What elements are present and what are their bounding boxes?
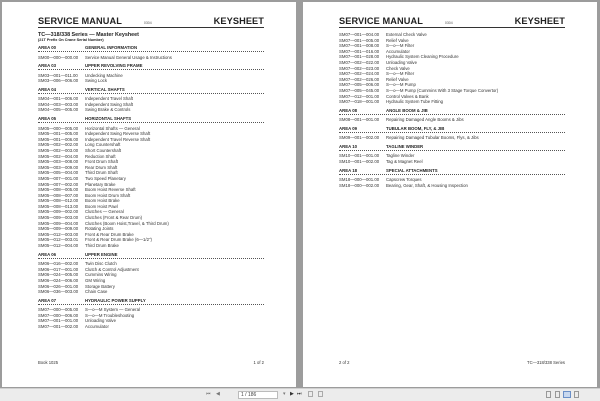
- area-number: AREA 04: [38, 86, 56, 92]
- rotate-icon[interactable]: [308, 391, 313, 397]
- area-divider: [38, 258, 264, 260]
- item-title: Independent Swing Shaft: [85, 101, 134, 107]
- item-title: Rotating Joints: [85, 226, 114, 232]
- area-divider: [38, 122, 264, 124]
- item-title: Storage Battery: [85, 283, 115, 289]
- footer-page: 1 of 2: [253, 360, 264, 365]
- item-code: SM05—008—005.00: [38, 187, 79, 193]
- header-keysheet: KEYSHEET: [514, 16, 565, 26]
- page-header: [339, 16, 565, 28]
- area-number: AREA 10: [339, 143, 357, 149]
- item-code: SM05—008—013.00: [38, 203, 79, 209]
- item-title: Two Speed Planetary: [85, 175, 126, 181]
- item-title: Short Countershaft: [85, 147, 122, 153]
- item-title: S—o—M Pump: [386, 82, 416, 88]
- item-code: SM04—005—005.00: [38, 107, 79, 113]
- item-title: Bearing, Gear, Shaft, & Housing Inspection: [386, 182, 468, 188]
- header-date: 0304: [143, 21, 152, 25]
- area-name: HYDRAULIC POWER SUPPLY: [85, 297, 146, 303]
- item-title: Independent Travel Shaft: [85, 96, 134, 102]
- item-title: Clutches (Boom Hoist,Travel, & Third Drum): [85, 220, 169, 226]
- item-title: Clutch & Control Adjustment: [85, 266, 139, 272]
- item-title: Long Countershaft: [85, 142, 121, 148]
- item-code: SM05—001—006.00: [38, 136, 79, 142]
- area-name: TAGLINE WINDER: [386, 143, 424, 149]
- item-code: SM05—009—003.00: [38, 215, 79, 221]
- item-code: SM06—024—005.00: [38, 272, 79, 278]
- item-code: SM05—003—008.00: [38, 159, 79, 165]
- item-title: S—o—M Pump (Cummins With 3 Stage Torque Convertor): [386, 87, 499, 93]
- item-title: Unloading Valve: [386, 59, 417, 65]
- item-title: S—o—M System — General: [85, 307, 140, 313]
- area-name: HORIZONTAL SHAFTS: [85, 116, 132, 122]
- list-item: [38, 78, 264, 84]
- item-code: SM10—001—002.00: [339, 159, 380, 164]
- area-divider: [38, 93, 264, 95]
- area-name: TUBULAR BOOM, FLY, & JIB: [386, 125, 445, 131]
- page-1: [2, 2, 296, 387]
- first-page-button[interactable]: ⏮: [206, 391, 211, 397]
- item-code: SM07—000—005.00: [38, 307, 79, 313]
- item-title: Swing Lock: [85, 78, 107, 84]
- item-code: SM05—009—002.00: [38, 209, 79, 215]
- item-code: SM05—008—007.00: [38, 192, 79, 198]
- item-title: Front & Rear Drum Brake: [85, 231, 134, 237]
- area-divider: [339, 114, 565, 116]
- item-title: Clutches — General: [85, 209, 124, 215]
- item-code: SM05—003—009.00: [38, 164, 79, 170]
- item-title: S—o—M Filter: [386, 43, 415, 49]
- item-code: SM07—001—005.00: [339, 37, 380, 43]
- item-code: SM00—000—000.00: [38, 54, 79, 60]
- item-code: SM07—001—004.00: [339, 32, 380, 37]
- item-code: SM07—012—001.00: [339, 93, 380, 99]
- page-header: [38, 16, 264, 28]
- doc-title: TC—318/338 Series — Master Keysheet: [38, 32, 139, 38]
- header-title: SERVICE MANUAL: [339, 16, 423, 26]
- item-title: Relief Valve: [386, 37, 409, 43]
- item-code: SM07—002—024.00: [339, 71, 380, 77]
- area-name: UPPER ENGINE: [85, 251, 118, 257]
- item-title: Third Drum Shaft: [85, 170, 118, 176]
- item-title: Twin Disc Clutch: [85, 261, 117, 267]
- area-name: GENERAL INFORMATION: [85, 45, 138, 50]
- item-title: Boom Hoist Drum Shaft: [85, 192, 131, 198]
- item-code: SM05—002—004.00: [38, 153, 79, 159]
- header-title: SERVICE MANUAL: [38, 16, 122, 26]
- item-title: Independent Travel Reverse Shaft: [85, 136, 151, 142]
- item-code: SM06—026—001.00: [38, 283, 79, 289]
- list-item: [38, 55, 264, 61]
- page-dropdown[interactable]: ▾: [283, 391, 286, 397]
- list-item: [339, 159, 565, 165]
- item-code: SM06—036—003.00: [38, 289, 79, 295]
- item-code: SM05—000—005.00: [38, 125, 79, 131]
- item-title: Tag & Magnet Reel: [386, 159, 423, 164]
- item-title: Boom Hoist Pawl: [85, 203, 118, 209]
- area-divider: [38, 69, 264, 71]
- item-code: SM05—009—004.00: [38, 220, 79, 226]
- item-title: Tagline Winder: [386, 153, 415, 159]
- prev-page-button[interactable]: ◀: [216, 391, 220, 397]
- item-title: S—o—M Troubleshooting: [85, 312, 135, 318]
- item-code: SM07—002—026.00: [339, 76, 380, 82]
- item-code: SM07—000—006.00: [38, 312, 79, 318]
- item-title: Control Valves & Bank: [386, 93, 429, 99]
- area-number: AREA 06: [38, 251, 56, 257]
- area-name: UPPER REVOLVING FRAME: [85, 63, 143, 69]
- item-code: SM05—008—012.00: [38, 198, 79, 204]
- two-page-view-icon[interactable]: [563, 391, 571, 398]
- item-title: Clutches (Front & Rear Drum): [85, 215, 143, 221]
- item-code: SM18—000—002.00: [339, 182, 380, 188]
- area-heading: [38, 116, 264, 121]
- item-code: SM03—001—011.00: [38, 72, 78, 78]
- item-title: Accumulator: [85, 323, 109, 329]
- item-code: SM05—012—003.01: [38, 237, 79, 243]
- item-title: Check Valve: [386, 65, 410, 71]
- item-title: Hydraulic System Cleaning Procedure: [386, 54, 459, 60]
- area-heading: [38, 87, 264, 92]
- item-code: SM07—001—016.00: [339, 48, 380, 54]
- item-code: SM06—024—006.00: [38, 277, 79, 283]
- header-keysheet: KEYSHEET: [213, 16, 264, 26]
- item-title: Hydraulic System Tube Fitting: [386, 99, 444, 105]
- item-code: SM08—001—001.00: [339, 117, 380, 123]
- area-number: AREA 07: [38, 297, 56, 303]
- item-title: S—o—M Filter: [386, 71, 415, 77]
- item-code: SM07—005—045.00: [339, 87, 380, 93]
- item-title: Planetary Brake: [85, 181, 116, 187]
- two-page-continuous-icon[interactable]: [574, 391, 579, 398]
- item-title: Horizontal Shafts — General: [85, 125, 140, 131]
- area-name: VERTICAL SHAFTS: [85, 86, 125, 92]
- list-item: [38, 289, 264, 295]
- item-title: Front & Rear Drum Brake (6—1/2"): [85, 237, 152, 243]
- area-divider: [38, 304, 264, 306]
- item-title: Repairing Damaged Angle Booms & Jibs: [386, 117, 464, 123]
- item-code: SM05—007—002.00: [38, 181, 79, 187]
- item-title: Cummins Wiring: [85, 272, 117, 278]
- list-item: [339, 183, 565, 189]
- footer-page: 2 of 2: [339, 360, 350, 365]
- area-divider: [339, 150, 565, 152]
- area-heading: [339, 168, 565, 173]
- area-number: AREA 05: [38, 116, 56, 122]
- item-title: Service Manual General Usage & Instructions: [85, 54, 172, 60]
- single-page-view-icon[interactable]: [546, 391, 551, 398]
- page-footer: [38, 360, 264, 365]
- item-title: Accumulator: [386, 48, 410, 54]
- item-code: SM07—018—001.00: [339, 99, 380, 105]
- item-code: SM07—001—008.00: [339, 43, 380, 49]
- footer-series: TC—318/338 Series: [527, 360, 565, 365]
- area-heading: [339, 108, 565, 113]
- item-code: SM05—007—001.00: [38, 175, 79, 181]
- item-code: SM07—001—001.00: [38, 318, 79, 324]
- item-code: SM10—001—001.00: [339, 153, 380, 159]
- item-title: Capscrew Torques: [386, 177, 422, 183]
- item-code: SM05—012—003.00: [38, 231, 79, 237]
- area-heading: [38, 298, 264, 303]
- item-code: SM05—005—004.00: [38, 170, 79, 176]
- item-title: Third Drum Brake: [85, 243, 119, 249]
- item-title: Unloading Valve: [85, 318, 116, 324]
- footer-book: Book 1025: [38, 360, 59, 365]
- item-title: Front Drum Shaft: [85, 159, 118, 165]
- item-code: SM06—016—002.00: [38, 261, 79, 267]
- item-title: Relief Valve: [386, 76, 409, 82]
- item-code: SM06—017—001.00: [38, 266, 79, 272]
- item-code: SM07—005—006.00: [339, 82, 380, 88]
- last-page-button[interactable]: ⏭: [297, 391, 302, 397]
- item-title: Swing Brake & Controls: [85, 107, 131, 113]
- item-code: SM03—006—006.00: [38, 78, 79, 84]
- item-code: SM07—002—023.00: [339, 65, 380, 71]
- item-code: SM05—002—002.00: [38, 142, 79, 148]
- item-code: SM07—001—002.00: [38, 323, 79, 329]
- area-name: ANGLE BOOM & JIB: [386, 107, 428, 113]
- page-2: [303, 2, 597, 387]
- list-item: [339, 135, 565, 141]
- item-code: SM05—012—004.00: [38, 243, 79, 249]
- continuous-view-icon[interactable]: [555, 391, 560, 398]
- list-item: [38, 243, 264, 249]
- page-footer: [339, 360, 565, 365]
- doc-subtitle: (21T Prefix On Crane Serial Number): [38, 38, 104, 42]
- next-page-button[interactable]: ▶: [290, 391, 294, 397]
- item-title: Independent Swing Reverse Shaft: [85, 131, 151, 137]
- list-item: [339, 99, 565, 105]
- area-divider: [38, 51, 264, 53]
- item-title: Undecking Machine: [85, 72, 123, 78]
- item-code: SM07—002—022.00: [339, 59, 380, 65]
- area-number: AREA 09: [339, 125, 357, 131]
- item-code: SM05—001—005.00: [38, 131, 79, 137]
- list-item: [339, 117, 565, 123]
- page-number-input[interactable]: 1 / 186: [238, 391, 278, 399]
- item-title: GM Wiring: [85, 277, 106, 283]
- item-code: SM05—002—003.00: [38, 147, 79, 153]
- area-divider: [339, 174, 565, 176]
- item-code: SM04—001—006.00: [38, 96, 79, 102]
- rotate-icon-2[interactable]: [318, 391, 323, 397]
- area-number: AREA 18: [339, 167, 357, 173]
- item-code: SM07—001—028.00: [339, 54, 380, 60]
- item-code: SM05—009—009.00: [38, 226, 79, 232]
- area-heading: [339, 126, 565, 131]
- item-title: Reduction Shaft: [85, 153, 116, 159]
- area-number: AREA 08: [339, 107, 357, 113]
- item-code: SM09—001—002.00: [339, 135, 380, 141]
- area-divider: [339, 132, 565, 134]
- item-code: SM18—000—001.00: [339, 177, 380, 183]
- item-title: Boom Hoist Brake: [85, 198, 120, 204]
- list-item: [38, 324, 264, 330]
- area-number: AREA 03: [38, 63, 56, 69]
- item-title: Chain Case: [85, 289, 108, 295]
- item-title: Rear Drum Shaft: [85, 164, 118, 170]
- item-title: External Check Valve: [386, 32, 427, 37]
- area-heading: [38, 63, 264, 68]
- viewer-toolbar: [0, 388, 600, 401]
- area-name: SPECIAL ATTACHMENTS: [386, 167, 438, 173]
- list-item: [38, 107, 264, 113]
- area-heading: [38, 252, 264, 257]
- item-title: Repairing Damaged Tubular Booms, Flys, & Jibs: [386, 135, 479, 141]
- area-heading: [38, 45, 264, 50]
- header-date: 0304: [444, 21, 453, 25]
- area-heading: [339, 144, 565, 149]
- area-number: AREA 00: [38, 45, 56, 50]
- item-code: SM04—003—003.00: [38, 101, 79, 107]
- item-title: Boom Hoist Reverse Shaft: [85, 187, 136, 193]
